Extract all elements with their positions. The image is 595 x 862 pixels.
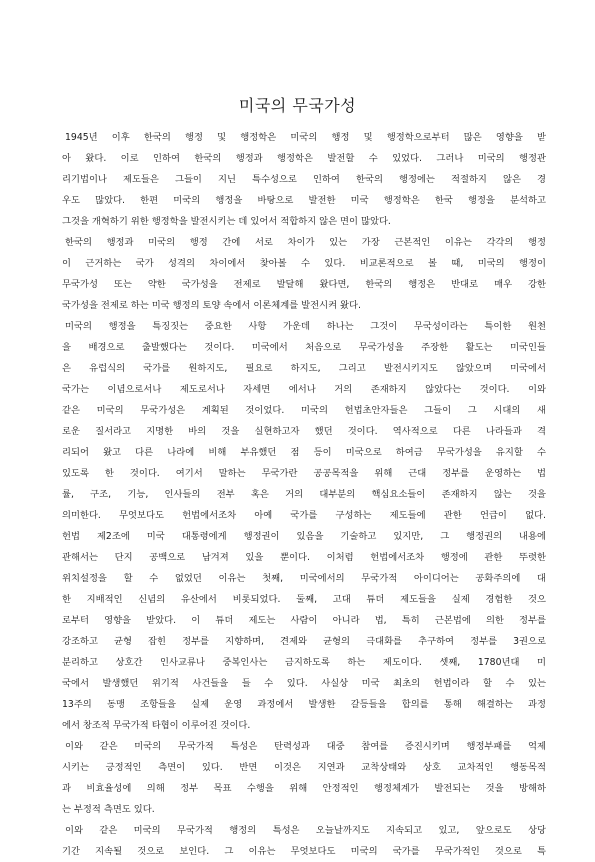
- text-line: 로부터 영향을 받았다. 이 튜더 제도는 사람이 아니라 법, 특히 근본법에 의한 정부를: [62, 615, 546, 626]
- text-line: 이 근거하는 국가 성격의 차이에서 찾아볼 수 있다. 비교론적으로 볼 때, 미국의 행정이: [62, 258, 546, 269]
- text-line: 아 왔다. 이로 인하여 한국의 행정과 행정학은 발전할 수 있었다. 그러나 미국의 행정관: [62, 153, 546, 164]
- body-text: [62, 127, 546, 862]
- text-line: 로운 질서라고 지명한 바의 것을 실현하고자 했던 것이다. 역사적으로 다른 나라들과 격: [62, 426, 546, 437]
- text-line: 관해서는 단지 공백으로 남겨져 있을 뿐이다. 이처럼 헌법에서조차 행정에 관한 뚜렷한: [62, 552, 546, 563]
- text-line: 있도록 한 것이다. 여기서 말하는 무국가란 공공목적을 위해 근대 정부를 운영하는 법: [62, 468, 546, 479]
- text-line: 에서 창조적 무국가적 타협이 이루어진 것이다.: [62, 720, 251, 731]
- text-line: 이와 같은 미국의 무국가적 행정의 특성은 오늘날까지도 지속되고 있고, 앞으로도 상당: [65, 825, 546, 836]
- text-line: 그것을 개혁하기 위한 행정학을 발전시키는 데 있어서 적합하지 않은 면이 많았다.: [62, 216, 391, 227]
- text-line: 분리하고 상호간 인사교류나 중복인사는 금지하도록 하는 제도이다. 셋째, 1780년대 미: [62, 657, 546, 668]
- text-line: 같은 미국의 무국가성은 계획된 것이었다. 미국의 헌법초안자들은 그들이 그 시대의 새: [62, 405, 546, 416]
- text-line: 리기법이나 제도들은 그들이 지닌 특수성으로 인하여 한국의 행정에는 적절하지 않은 경: [62, 174, 546, 185]
- text-line: 시키는 긍정적인 측면이 있다. 반면 이것은 지연과 교착상태와 상호 교차적인 행동목적: [62, 762, 546, 773]
- text-line: 이와 같은 미국의 무국가적 특성은 탄력성과 대중 참여를 증진시키며 행정부패를 억제: [65, 741, 546, 752]
- page-title: 미국의 무국가성: [238, 96, 357, 115]
- text-line: 무국가성 또는 약한 국가성을 전제로 발달해 왔다면, 한국의 행정은 반대로 매우 강한: [62, 279, 546, 290]
- text-line: 과 비효율성에 의해 정부 목표 수행을 위해 안정적인 행정체계가 발전되는 것을 방해하: [62, 783, 546, 794]
- text-line: 을 배경으로 출발했다는 것이다. 미국에서 처음으로 무국가성을 주장한 활도는 미국인들: [62, 342, 546, 353]
- text-line: 리되어 왔고 다른 나라에 비해 부유했던 점 등이 미국으로 하여금 무국가성을 유지할 수: [62, 447, 546, 458]
- text-line: 강조하고 균형 잡힌 정부를 지향하며, 견제와 균형의 극대화를 추구하여 정부를 3권으로: [62, 636, 546, 647]
- text-line: 한 지배적인 신념의 유산에서 비롯되었다. 둘째, 고대 튜더 제도들을 실제 경험한 것으: [62, 594, 546, 605]
- text-line: 미국의 행정을 특징짓는 중요한 사항 가운데 하나는 그것이 무국성이라는 특이한 원천: [65, 321, 546, 332]
- text-line: 13주의 동맹 조항들을 실제 운영 과정에서 발생한 갈등들을 합의를 통해 해결하는 과정: [62, 699, 546, 710]
- text-line: 기간 지속될 것으로 보인다. 그 이유는 무엇보다도 미국의 국가를 무국가적인 것으로 특: [62, 846, 546, 857]
- text-line: 국가는 이념으로서나 제도로서나 자세면 에서나 거의 존재하지 않았다는 것이다. 이와: [62, 384, 546, 395]
- text-line: 의미한다. 무엇보다도 헌법에서조차 아예 국가를 구성하는 제도들에 관한 언급이 없다.: [62, 510, 546, 521]
- text-line: 국가성을 전제로 하는 미국 행정의 토양 속에서 이론체계를 발전시켜 왔다.: [62, 300, 361, 311]
- text-line: 위치설정을 할 수 없었던 이유는 첫째, 미국에서의 무국가적 아이디어는 공화주의에 대: [62, 573, 546, 584]
- text-line: 1945년 이후 한국의 행정 및 행정학은 미국의 행정 및 행정학으로부터 많은 영향을 받: [65, 132, 546, 143]
- text-line: 은 유럽식의 국가를 원하지도, 필요로 하지도, 그리고 발전시키지도 않았으며 미국에서: [62, 363, 546, 374]
- text-line: 률, 구조, 기능, 인사들의 전부 혹은 거의 대부분의 핵심요소들이 존재하지 않는 것을: [62, 489, 546, 500]
- text-line: 는 부정적 측면도 있다.: [62, 804, 155, 815]
- text-line: 국에서 발생했던 위기적 사건들을 들 수 있다. 사실상 미국 최초의 헌법이라 할 수 있는: [62, 678, 546, 689]
- text-line: 우도 많았다. 한편 미국의 행정을 바탕으로 발전한 미국 행정학은 한국 행정을 분석하고: [62, 195, 546, 206]
- text-line: 헌법 제2조에 미국 대통령에게 행정권이 있음을 기술하고 있지만, 그 행정권의 내용에: [62, 531, 546, 542]
- text-line: 한국의 행정과 미국의 행정 간에 서로 차이가 있는 가장 근본적인 이유는 각각의 행정: [65, 237, 546, 248]
